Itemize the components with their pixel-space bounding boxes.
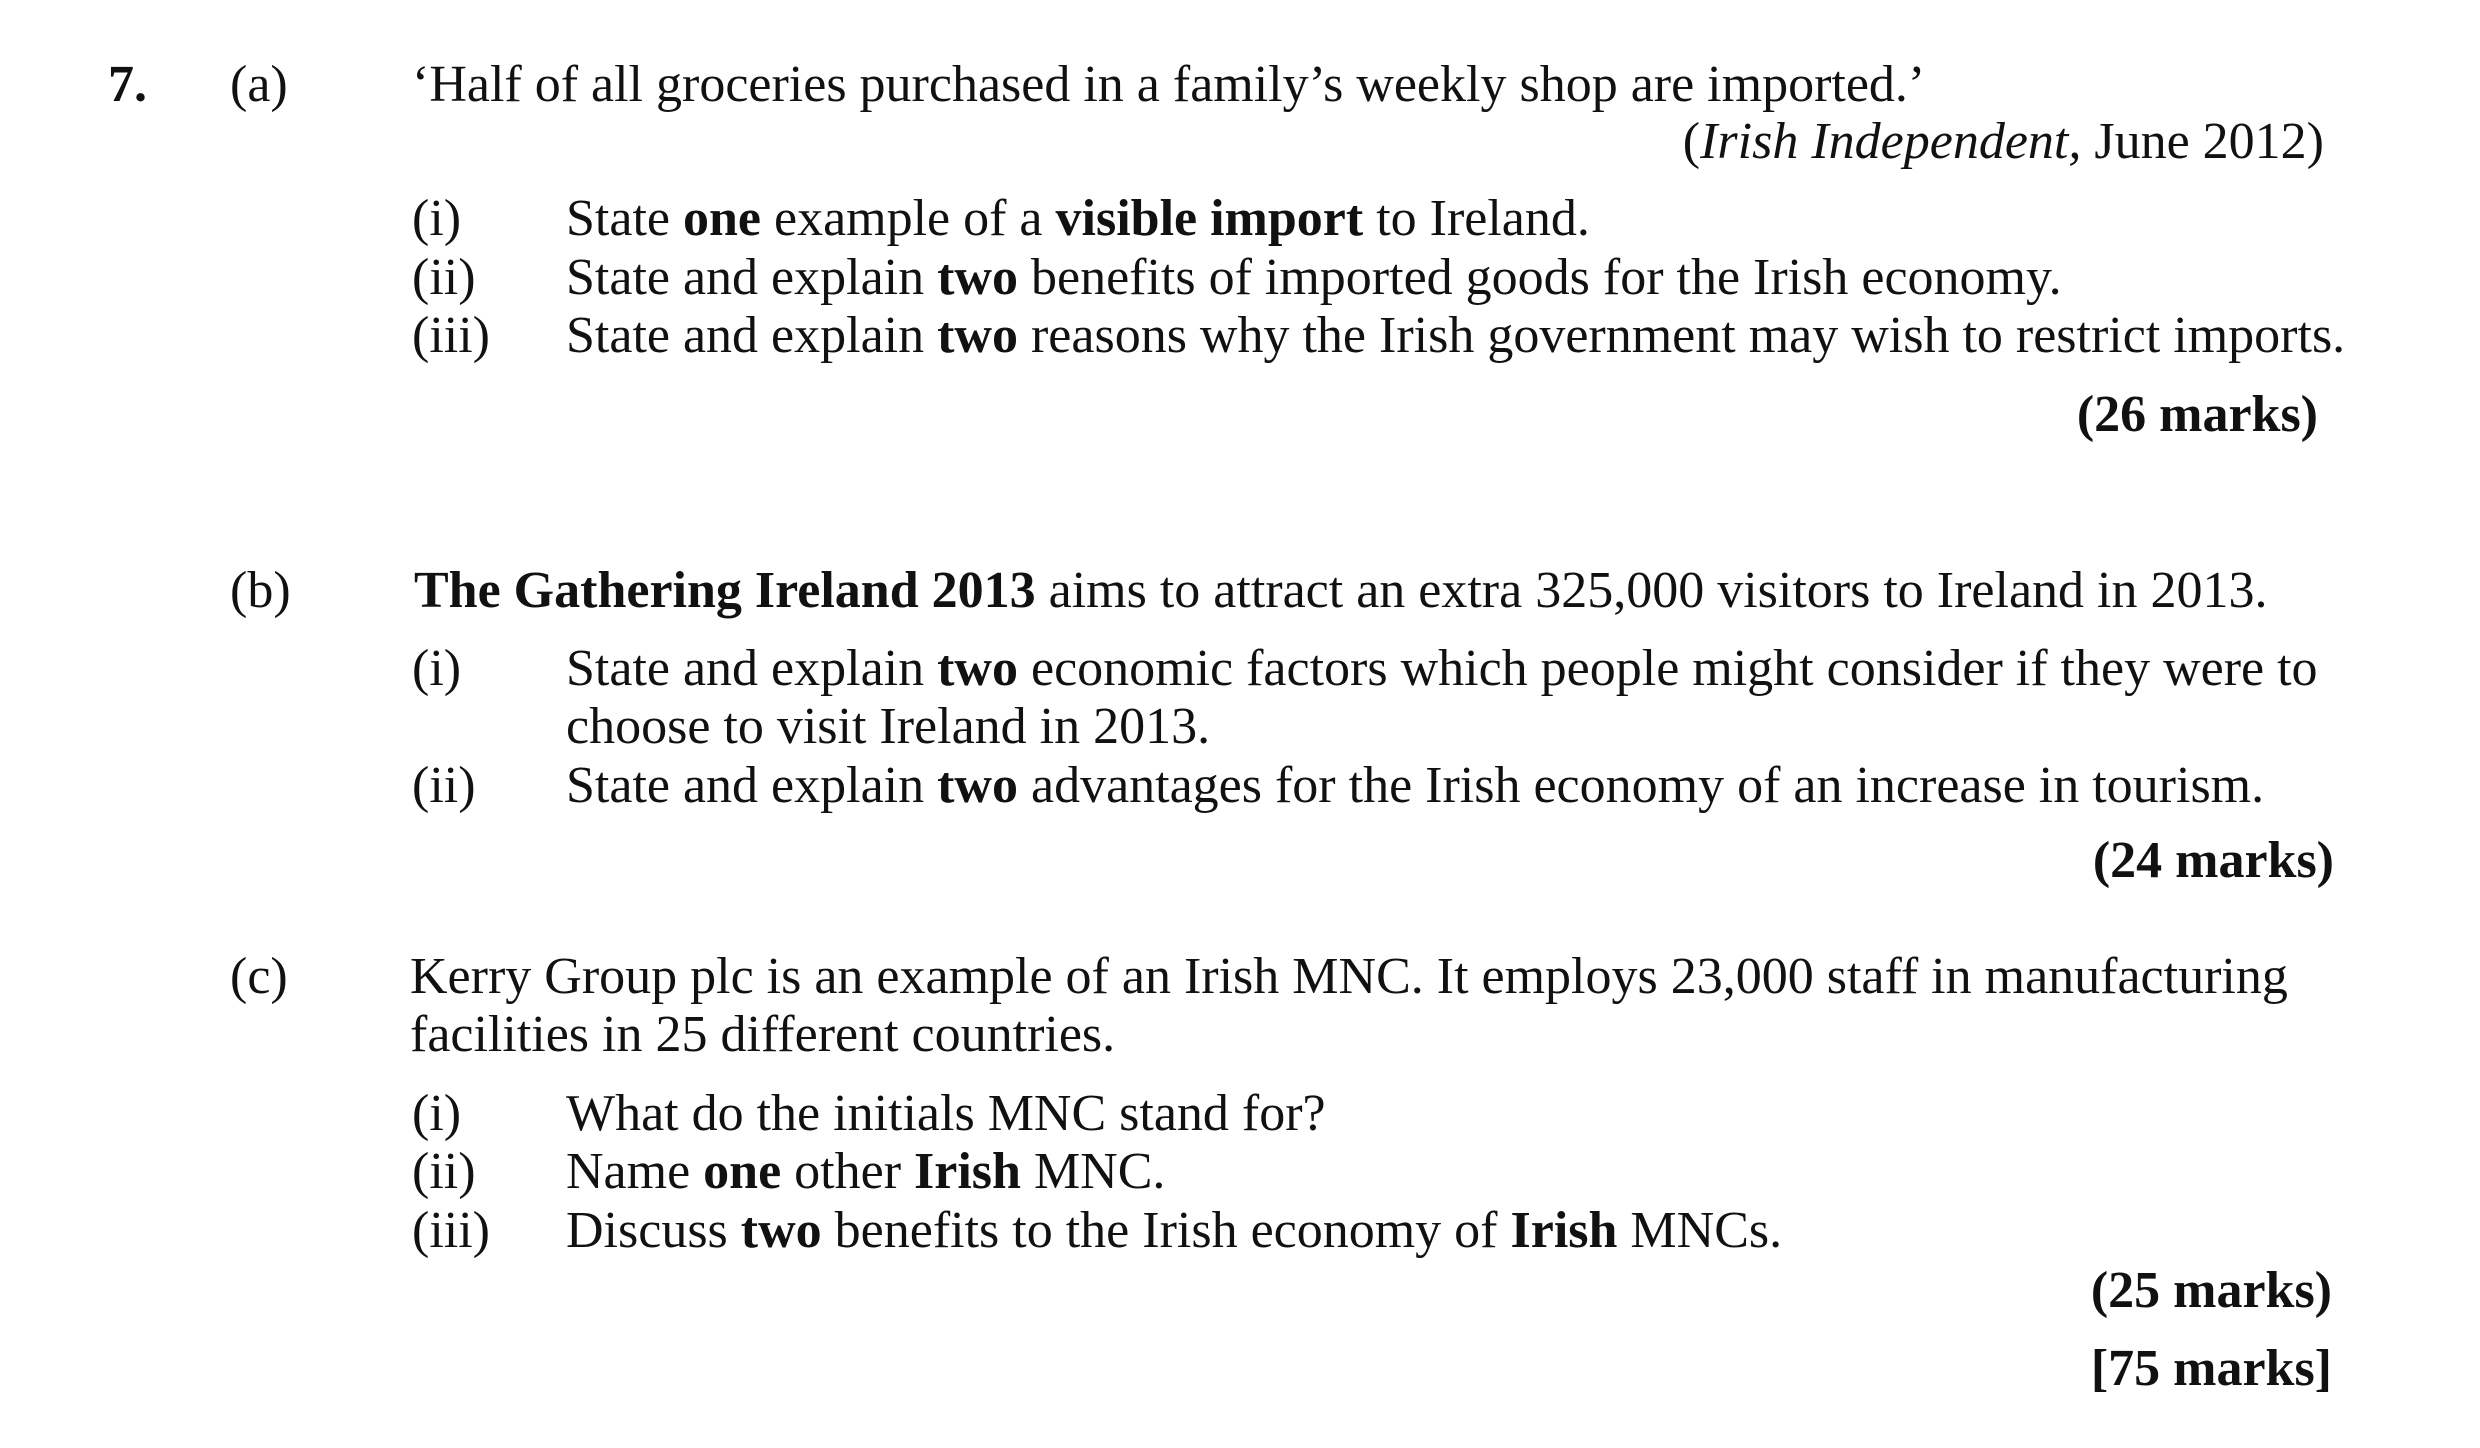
part-c-item-text — [566, 1202, 1782, 1260]
bold-run: Irish — [1510, 1202, 1618, 1259]
part-b-label: (b) — [230, 562, 291, 619]
source-title: Irish Independent, — [1700, 113, 2082, 170]
part-b-item-text — [566, 757, 2264, 815]
part-c-marks: (25 marks) — [2090, 1262, 2332, 1319]
part-a-marks: (26 marks) — [2076, 386, 2318, 443]
text-run: reasons why the Irish government may wish to restrict imports. — [1017, 307, 2346, 364]
part-c-item-text — [566, 1143, 1165, 1201]
text-run: State and explain — [566, 640, 938, 697]
text-run: Discuss — [566, 1202, 741, 1259]
bold-run: one — [703, 1143, 782, 1200]
part-c-stem-line2: facilities in 25 different countries. — [410, 1006, 1116, 1063]
part-c-item-text: What do the initials MNC stand for? — [566, 1085, 1326, 1142]
text-run: benefits to the Irish economy of — [821, 1202, 1511, 1259]
part-b-stem — [414, 562, 2267, 620]
part-c-item-num: (ii) — [412, 1143, 476, 1200]
text-run: example of a — [760, 190, 1056, 247]
part-a-item-num: (i) — [412, 190, 462, 247]
text-run: State and explain — [566, 757, 938, 814]
part-a-label: (a) — [230, 56, 288, 113]
part-a-item-num: (ii) — [412, 249, 476, 306]
part-a-item-text — [566, 249, 2062, 307]
part-b-item-text — [566, 640, 2318, 698]
text-run: Name — [566, 1143, 704, 1200]
text-run: State and explain — [566, 307, 938, 364]
bold-run: The Gathering Ireland 2013 — [414, 562, 1036, 619]
bold-run: Irish — [914, 1143, 1021, 1200]
part-b-marks: (24 marks) — [2092, 832, 2334, 889]
bold-run: visible import — [1055, 190, 1364, 247]
text-run: benefits of imported goods for the Irish economy. — [1017, 249, 2062, 306]
bold-run: two — [937, 249, 1018, 306]
part-a-item-text — [566, 307, 2345, 365]
part-a-item-num: (iii) — [412, 307, 490, 364]
text-run: to Ireland. — [1363, 190, 1590, 247]
part-b-item-num: (ii) — [412, 757, 476, 814]
bold-run: two — [937, 307, 1018, 364]
text-run: State — [566, 190, 683, 247]
text-run: advantages for the Irish economy of an increase in tourism. — [1017, 757, 2265, 814]
text-run: MNCs. — [1617, 1202, 1783, 1259]
bold-run: two — [740, 1202, 822, 1259]
part-a-item-text — [566, 190, 1590, 248]
source-open: ( — [1682, 113, 1701, 170]
question-number: 7. — [108, 56, 147, 113]
bold-run: two — [937, 757, 1018, 814]
text-run: aims to attract an extra 325,000 visitors to Ireland in 2013. — [1035, 562, 2268, 619]
part-c-item-num: (i) — [412, 1085, 462, 1142]
part-a-source — [1683, 113, 2324, 171]
part-b-item-num: (i) — [412, 640, 462, 697]
bold-run: one — [682, 190, 761, 247]
source-date: June 2012) — [2081, 113, 2324, 170]
part-c-stem-line1: Kerry Group plc is an example of an Irish MNC. It employs 23,000 staff in manufacturing — [410, 948, 2288, 1005]
text-run: State and explain — [566, 249, 938, 306]
total-marks: [75 marks] — [2090, 1340, 2332, 1397]
bold-run: two — [937, 640, 1018, 697]
text-run: other — [781, 1143, 915, 1200]
text-run: MNC. — [1020, 1143, 1166, 1200]
text-run: economic factors which people might consider if they were to — [1017, 640, 2318, 697]
part-c-label: (c) — [230, 948, 288, 1005]
part-a-quote: ‘Half of all groceries purchased in a family’s weekly shop are imported.’ — [412, 56, 1926, 113]
part-c-item-num: (iii) — [412, 1202, 490, 1259]
part-b-item-text-cont: choose to visit Ireland in 2013. — [566, 698, 1211, 755]
